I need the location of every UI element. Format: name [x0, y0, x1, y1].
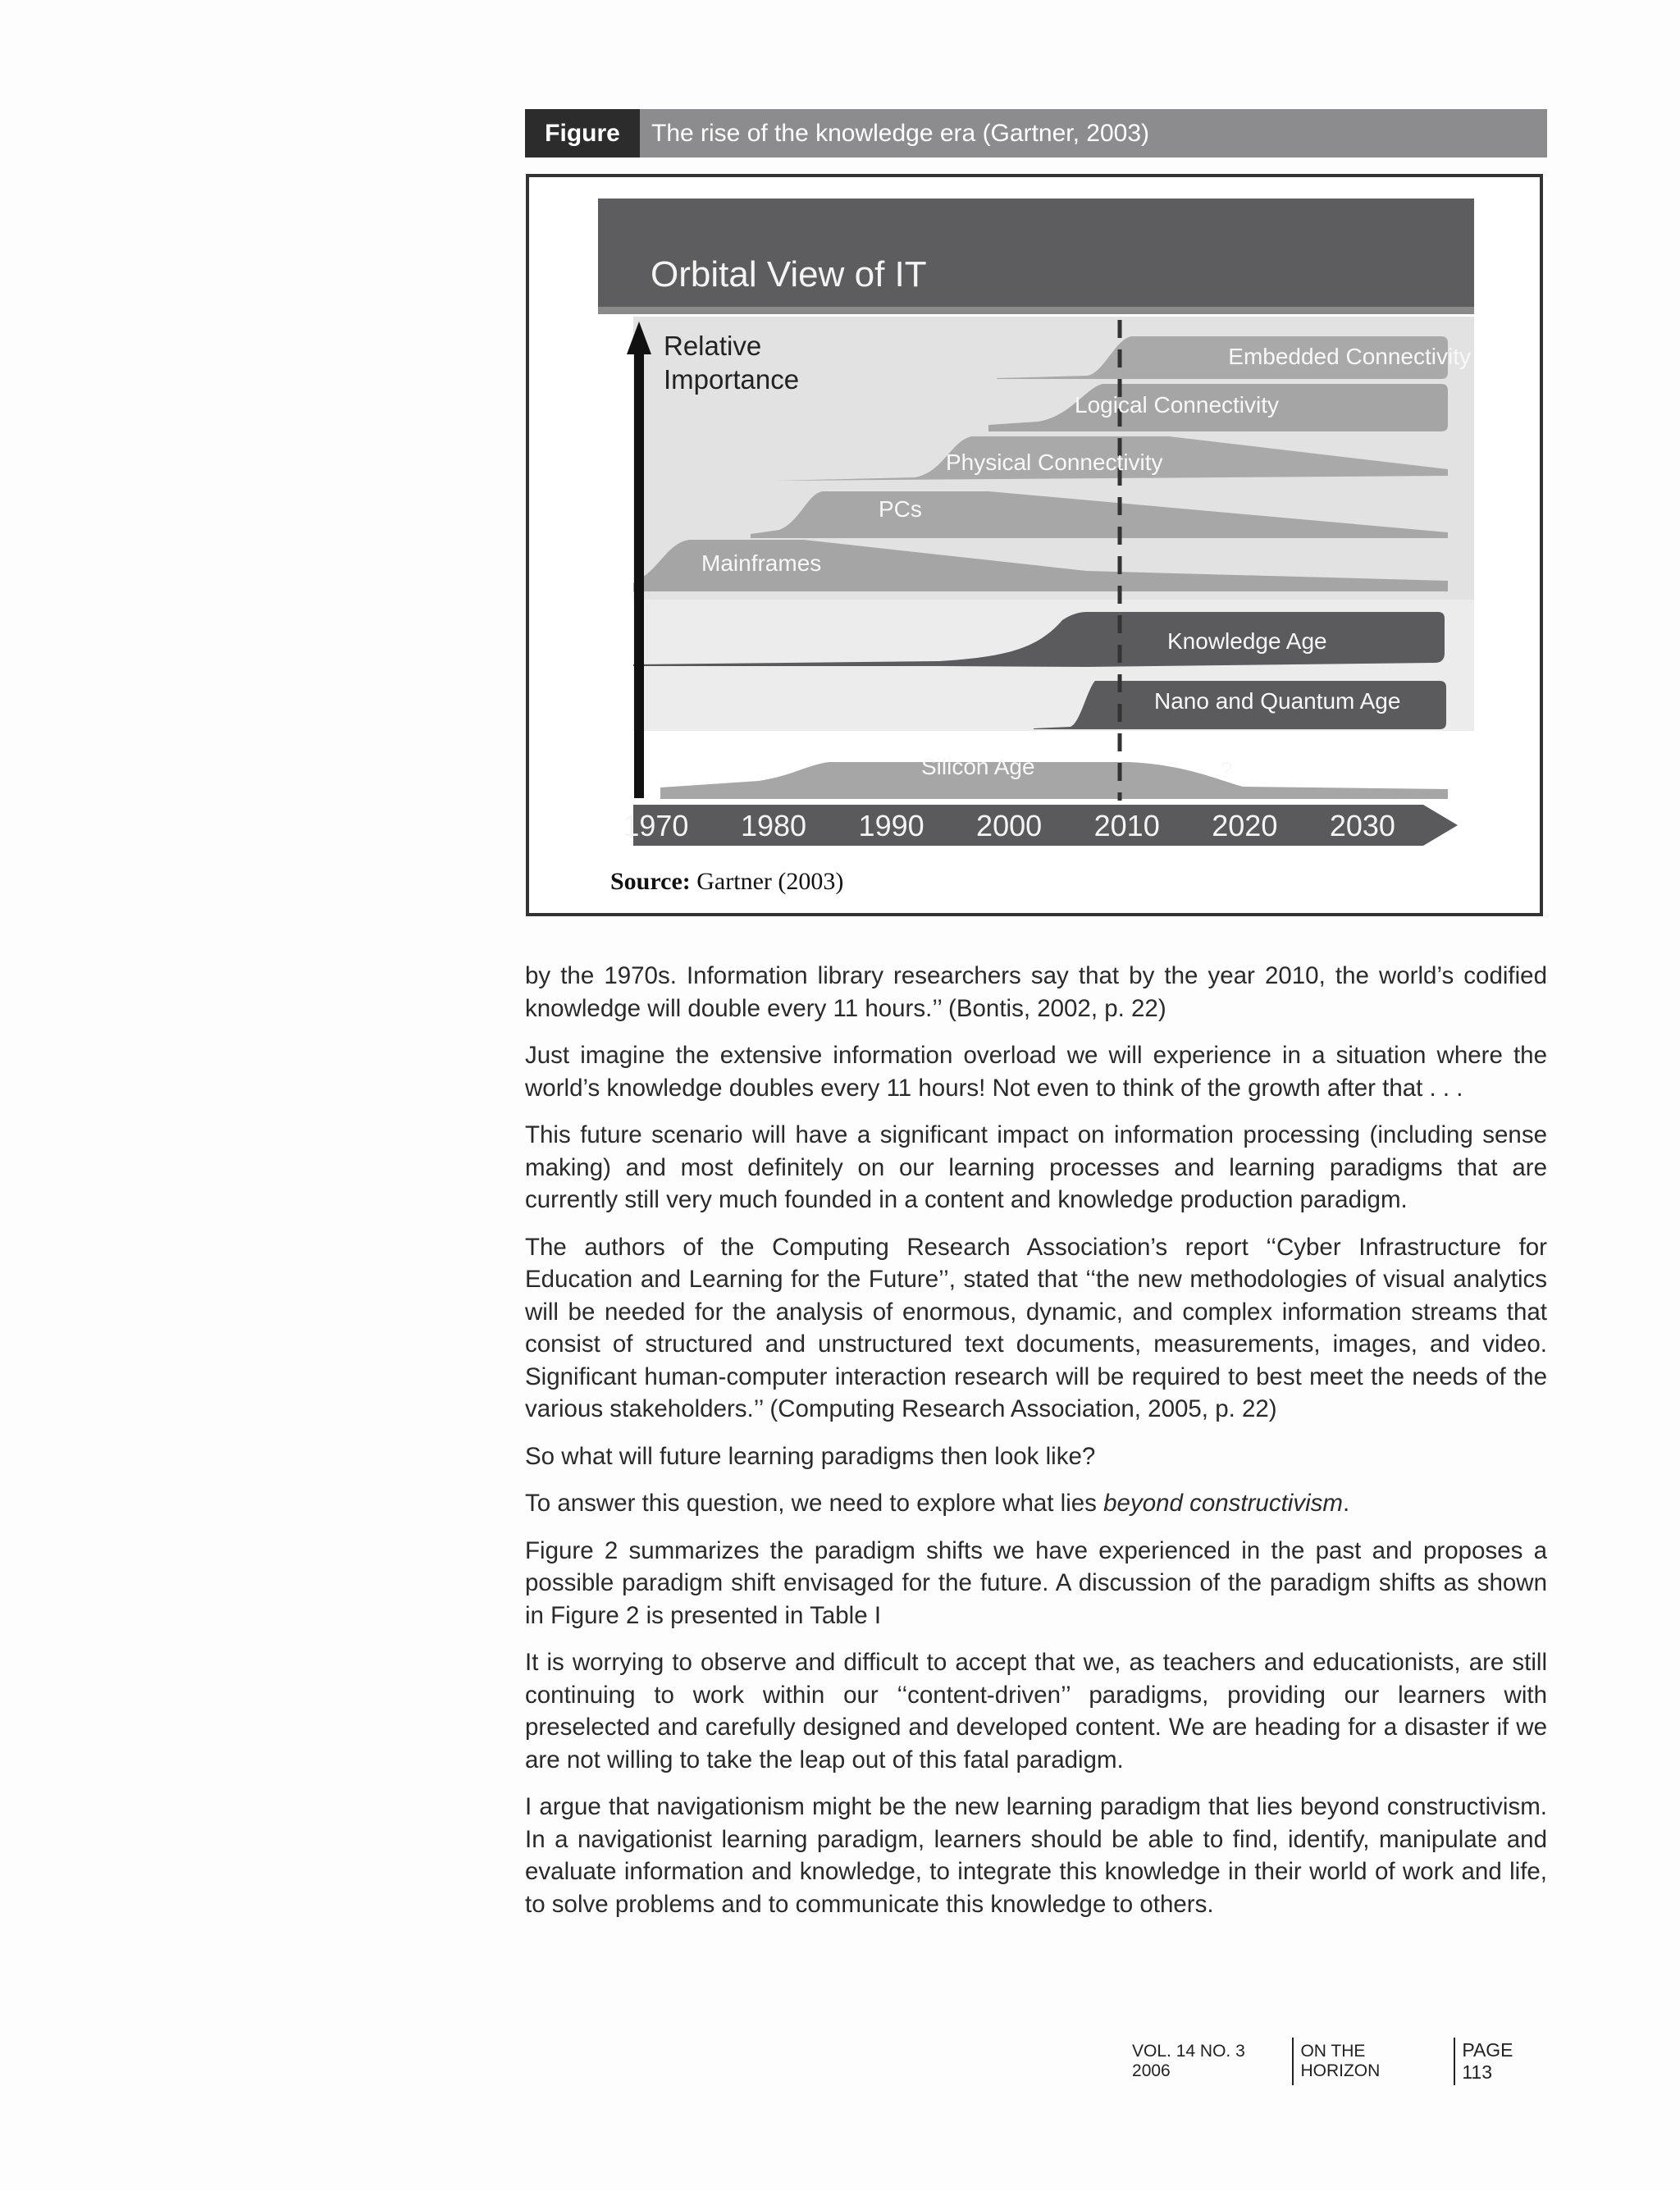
- band-silicon: [660, 762, 1448, 799]
- x-tick-label: 2030: [1329, 809, 1395, 842]
- label-silicon-age: Silicon Age: [921, 754, 1035, 779]
- y-axis-label-line1: Relative: [664, 331, 762, 361]
- y-axis-shaft: [634, 345, 644, 798]
- paragraph: The authors of the Computing Research Association’s report ‘‘Cyber Infrastructure for Education and Learning for the Future’’, stated that ‘‘the new methodologies of visual analytics will be needed for the analysis of enormous, dynamic, and complex information streams that consist of structured and unstructured text documents, measurements, images, and video. Significant human-computer interaction research will be required to best meet the needs of the various stakeholders.’’ (Computing Research Association, 2005, p. 22): [525, 1233, 1547, 1422]
- paragraph: It is worrying to observe and difficult to accept that we, as teachers and educationists, are still continuing to work within our ‘‘content-driven’’ paradigms, providing our learners with preselected and carefully designed and developed content. We are heading for a disaster if we are not willing to take the leap out of this fatal paradigm.: [525, 1649, 1547, 1773]
- label-pcs: PCs: [879, 496, 922, 522]
- chart-title: Orbital View of IT: [651, 254, 927, 294]
- paragraph: Figure 2 summarizes the paradigm shifts we have experienced in the past and proposes a possible paradigm shift envisaged for the future. A discussion of the paradigm shifts as shown in Figure 2 is presented in Table I: [525, 1536, 1547, 1629]
- x-tick-label: 1980: [740, 809, 807, 842]
- paragraph: Just imagine the extensive information overload we will experience in a situation where the world’s knowledge doubles every 11 hours! Not even to think of the growth after that . . .: [525, 1042, 1547, 1102]
- paragraph: This future scenario will have a significant impact on information processing (including sense making) and most definitely on our learning processes and learning paradigms that are currently still very much founded in a content and knowledge production paradigm.: [525, 1121, 1547, 1213]
- paragraph: So what will future learning paradigms then look like?: [525, 1442, 1096, 1470]
- footer-page-number: PAGE 113: [1462, 2039, 1513, 2083]
- figure-caption-bar: [525, 109, 1547, 157]
- figure-caption: The rise of the knowledge era (Gartner, 2003): [651, 119, 1150, 147]
- orbital-view-chart: [529, 177, 1540, 913]
- footer-volume: VOL. 14 NO. 3 2006: [1132, 2042, 1245, 2080]
- y-axis-label-line2: Importance: [664, 364, 800, 395]
- x-tick-label: 2020: [1212, 809, 1278, 842]
- label-physical-connectivity: Physical Connectivity: [946, 450, 1163, 475]
- source-text: Gartner (2003): [696, 868, 844, 895]
- label-logical-connectivity: Logical Connectivity: [1075, 392, 1280, 418]
- footer-journal: ON THE HORIZON: [1300, 2042, 1381, 2080]
- figure-source: [610, 868, 843, 896]
- label-mainframes: Mainframes: [701, 550, 822, 576]
- label-knowledge-age: Knowledge Age: [1167, 628, 1327, 654]
- label-nano-quantum-age: Nano and Quantum Age: [1154, 688, 1401, 714]
- x-tick-label: 2010: [1093, 809, 1160, 842]
- chart-title-underline: [598, 307, 1474, 314]
- body-text: [525, 960, 1547, 1935]
- label-silicon-question: ?: [1220, 757, 1233, 783]
- x-tick-label: 2000: [976, 809, 1043, 842]
- paragraph-text: .: [1342, 1490, 1350, 1517]
- paragraph: I argue that navigationism might be the new learning paradigm that lies beyond constructivism. In a navigationist learning paradigm, learners should be able to find, identify, manipulate and evaluate information and knowledge, to integrate this knowledge in their world of work and life, to solve problems and to communicate this knowledge to others.: [525, 1793, 1547, 1918]
- footer-separator: [1454, 2038, 1455, 2085]
- footer-separator: [1292, 2038, 1294, 2085]
- paragraph: [525, 1487, 1547, 1520]
- x-tick-label: 1990: [858, 809, 924, 842]
- label-embedded-connectivity: Embedded Connectivity: [1228, 344, 1471, 369]
- figure-frame: [526, 174, 1543, 916]
- page-footer: [1132, 2033, 1547, 2090]
- x-tick-label: 1970: [623, 809, 689, 842]
- figure-label: Figure: [525, 109, 640, 157]
- emphasis-text: beyond constructivism: [1103, 1490, 1343, 1517]
- paragraph-text: To answer this question, we need to explore what lies: [525, 1490, 1104, 1517]
- source-label: Source:: [610, 868, 691, 895]
- paragraph: by the 1970s. Information library researchers say that by the year 2010, the world’s codified knowledge will double every 11 hours.’’ (Bontis, 2002, p. 22): [525, 962, 1547, 1022]
